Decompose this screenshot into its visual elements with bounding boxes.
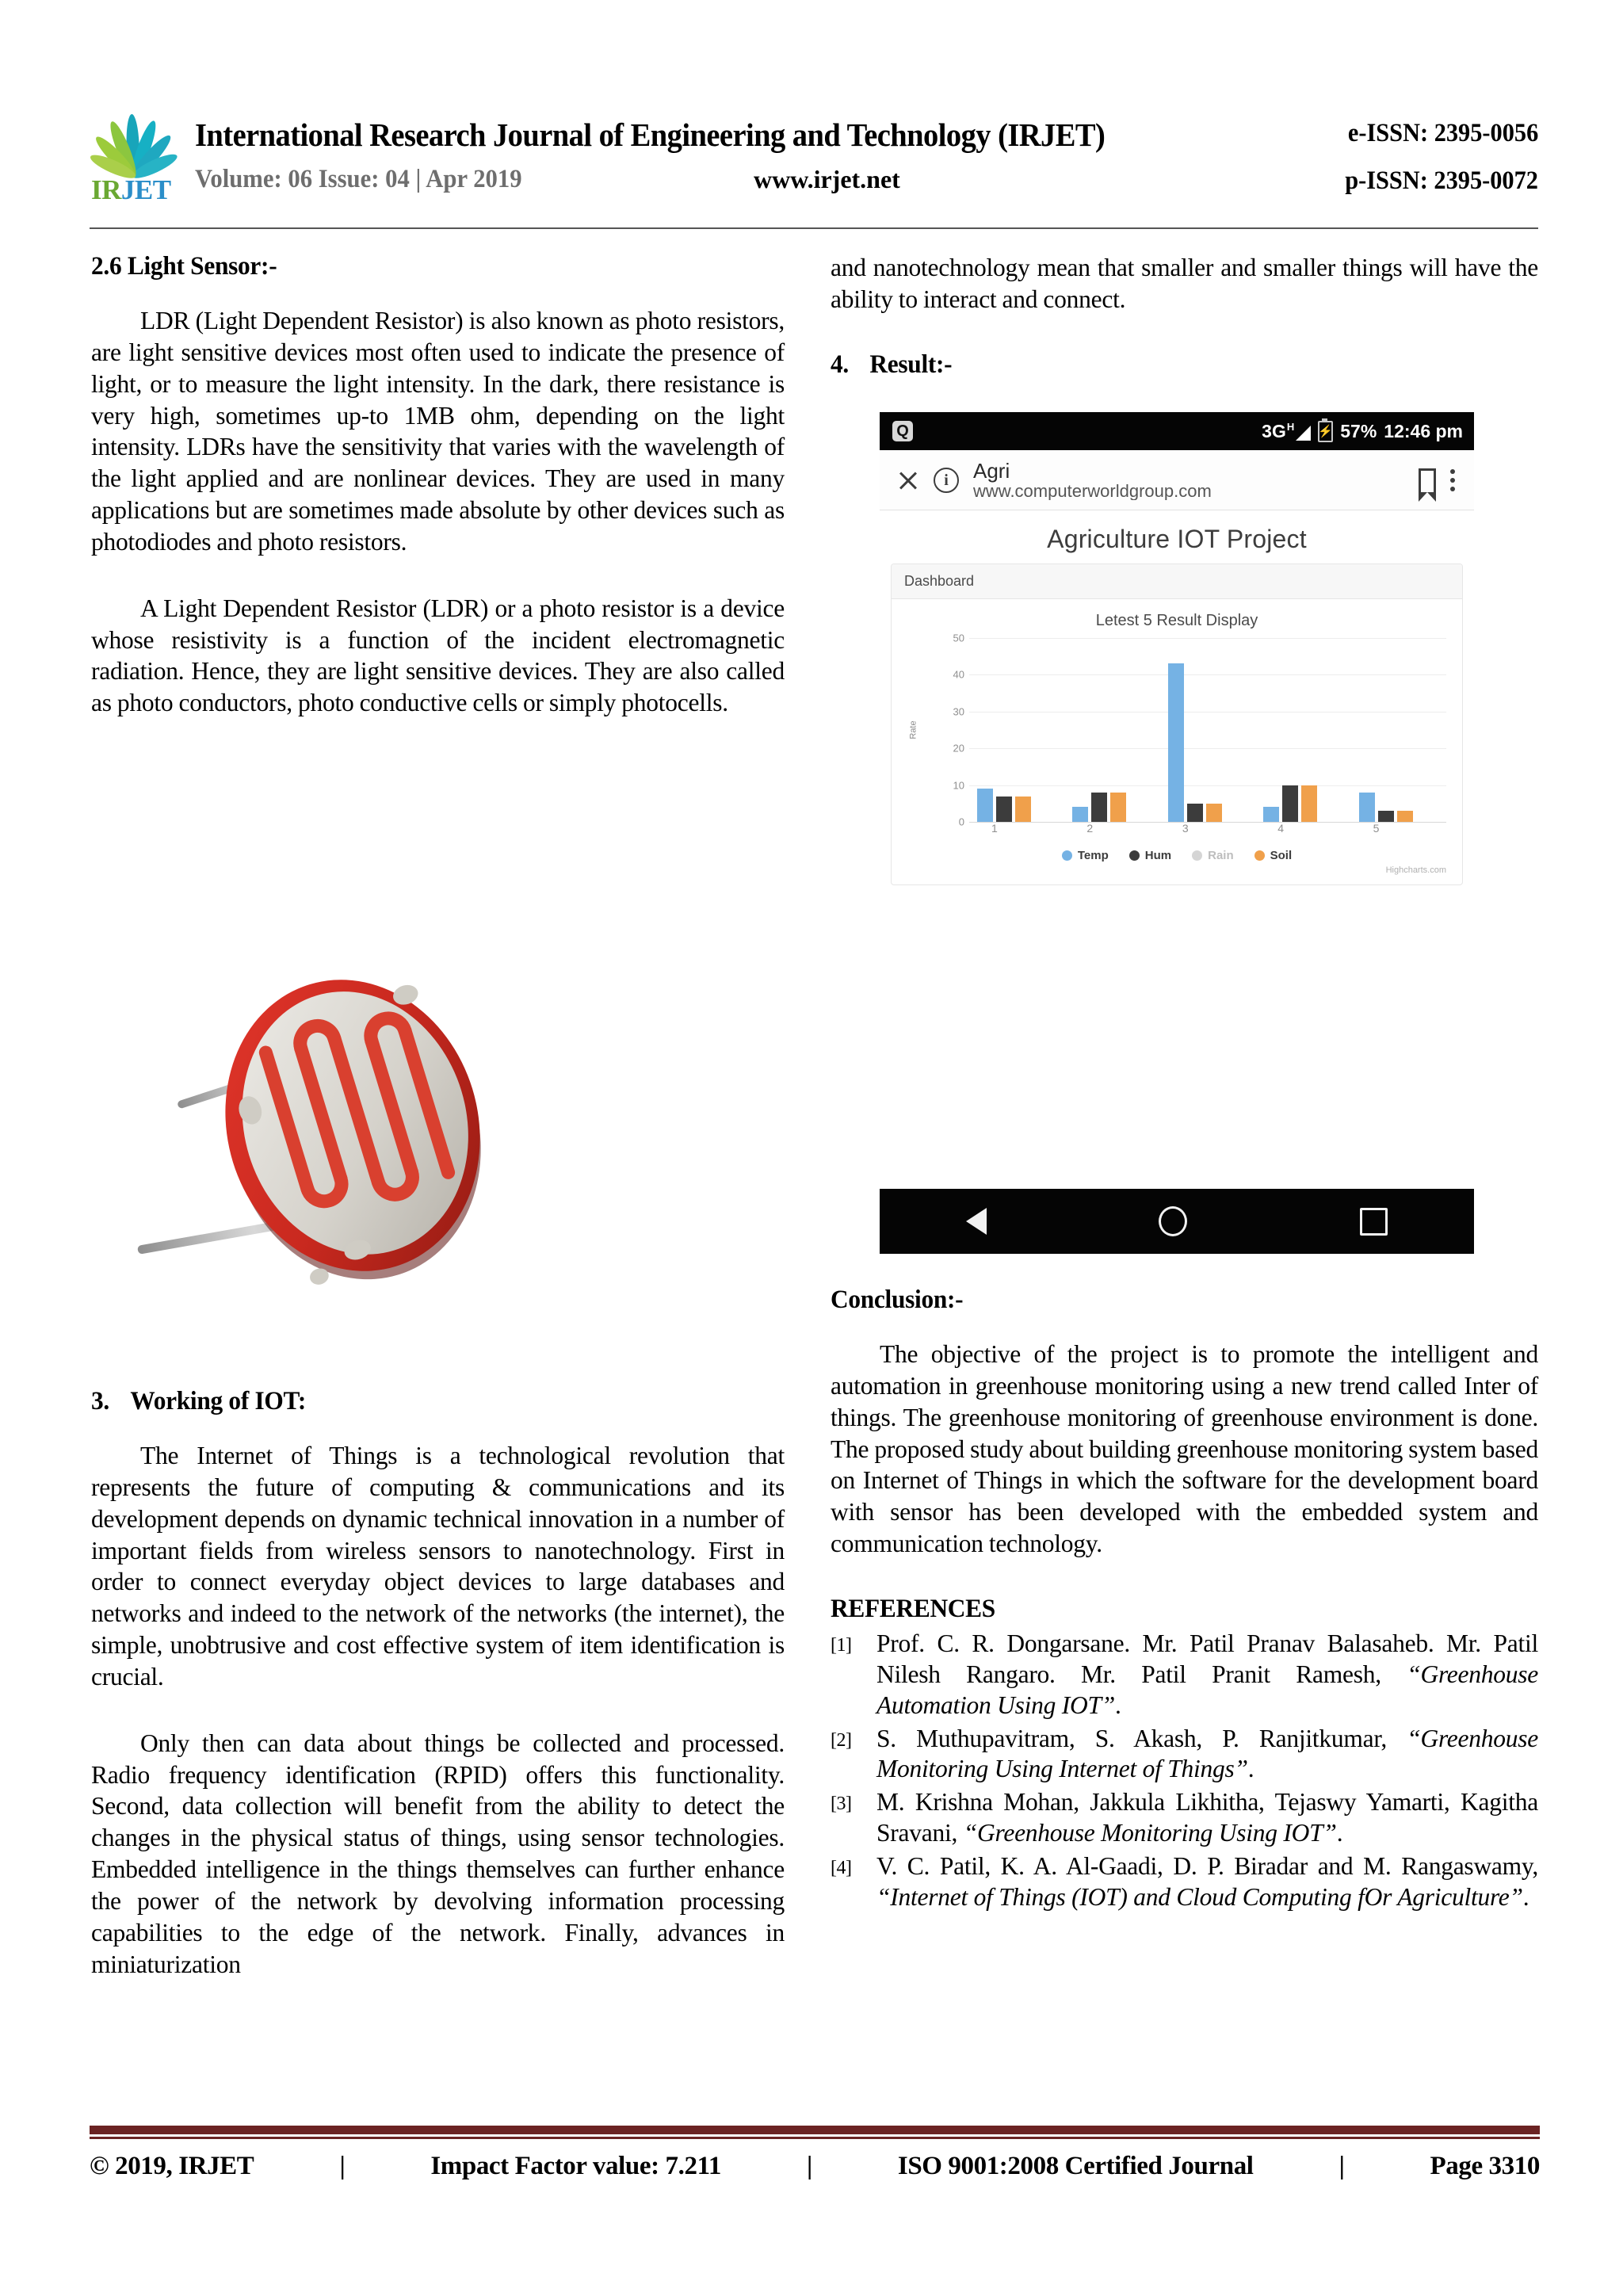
bar-group <box>1064 638 1159 822</box>
x-tick-label: 1 <box>991 822 998 835</box>
legend-label: Hum <box>1144 849 1172 862</box>
heading-conclusion: Conclusion:- <box>831 1286 964 1314</box>
y-tick-label: 40 <box>953 668 964 681</box>
footer-iso: ISO 9001:2008 Certified Journal <box>897 2152 1254 2180</box>
quick-app-icon: Q <box>892 421 913 441</box>
heading-result-label: Result:- <box>869 350 953 379</box>
reference-item <box>831 1629 1538 1721</box>
y-axis-label: Rate <box>908 720 918 739</box>
chart-plot-area <box>969 638 1446 822</box>
footer-page-number: Page 3310 <box>1430 2152 1540 2180</box>
reference-text: S. Muthupavitram, S. Akash, P. Ranjitkumar, “Greenhouse Monitoring Using Internet of Things”. <box>876 1724 1538 1783</box>
references-list <box>831 1629 1538 1913</box>
y-tick-label: 50 <box>953 632 964 644</box>
footer-impact-factor: Impact Factor value: 7.211 <box>430 2152 721 2180</box>
bar-group <box>969 638 1064 822</box>
heading-result-number: 4. <box>831 350 849 379</box>
reference-item <box>831 1787 1538 1849</box>
heading-result <box>831 350 1503 380</box>
chart-title: Letest 5 Result Display <box>1095 612 1258 629</box>
chart-legend <box>899 849 1454 862</box>
home-icon[interactable] <box>1159 1206 1187 1236</box>
bar-temp <box>1263 807 1279 822</box>
heading-working-number: 3. <box>91 1387 109 1415</box>
footer-sep-1: | <box>339 2152 346 2180</box>
bar-group <box>1351 638 1446 822</box>
legend-label: Soil <box>1270 849 1293 862</box>
android-status-bar <box>880 412 1474 450</box>
bar-hum <box>1378 811 1394 822</box>
legend-swatch <box>1254 850 1265 861</box>
browser-url-bar <box>880 450 1474 510</box>
right-column-top <box>831 252 1538 380</box>
web-page-content <box>880 510 1474 909</box>
bar-temp <box>1072 807 1088 822</box>
battery-icon <box>1318 421 1333 442</box>
page-name-label: Agri <box>973 458 1010 483</box>
url-block[interactable] <box>973 460 1404 501</box>
leaf-fan-icon <box>90 103 185 182</box>
y-tick-label: 0 <box>958 816 964 828</box>
bar-hum <box>1091 793 1107 822</box>
reference-number: [4] <box>831 1858 852 1879</box>
close-icon[interactable] <box>897 469 919 491</box>
charging-bolt-icon: ⚡ <box>1318 424 1334 438</box>
logo-jet-text: JET <box>120 174 171 205</box>
bar-soil <box>1301 785 1317 822</box>
legend-item-temp[interactable] <box>1062 849 1109 862</box>
journal-header <box>90 103 1538 222</box>
bar-chart <box>908 632 1446 835</box>
more-options-icon[interactable] <box>1450 469 1457 491</box>
bar-hum <box>996 797 1012 822</box>
x-axis-ticks <box>969 822 1446 835</box>
web-page-title: Agriculture IOT Project <box>1047 525 1307 553</box>
page-footer <box>90 2152 1540 2181</box>
reference-text: V. C. Patil, K. A. Al-Gaadi, D. P. Biradar and M. Rangaswamy, “Internet of Things (IOT) and Cloud Computing fOr Agriculture”. <box>876 1852 1538 1912</box>
irjet-wordmark <box>91 174 171 206</box>
network-hspa-label: H <box>1286 420 1295 433</box>
paragraph-ldr-1: LDR (Light Dependent Resistor) is also known as photo resistors, are light sensitive devices most often used to indicate the presence of light, or to measure the light intensity. In the dark, there resistance is very high, sometimes up-to 1MB ohm, depending on the light intensity. LDRs have the sensitivity that varies with the wavelength of the light applied and are nonlinear devices. They are used in many applications but are sometimes made absolute by other devices such as photodiodes and photo resistors. <box>91 307 785 556</box>
y-tick-label: 20 <box>953 742 964 755</box>
paragraph-continuation: and nanotechnology mean that smaller and smaller things will have the ability to interact and connect. <box>831 254 1538 313</box>
legend-label: Rain <box>1208 849 1234 862</box>
dashboard-card <box>891 563 1463 885</box>
bar-soil <box>1015 797 1031 822</box>
reference-number: [1] <box>831 1634 852 1656</box>
left-column-lower <box>91 1387 785 1981</box>
x-tick-label: 3 <box>1182 822 1189 835</box>
journal-title: International Research Journal of Engineering and Technology (IRJET) <box>195 117 1106 153</box>
clock-label: 12:46 pm <box>1384 420 1463 441</box>
paragraph-conclusion: The objective of the project is to promote the intelligent and automation in greenhouse monitoring using a new trend called Inter of things. The greenhouse monitoring of greenhouse environment is done. The proposed study about building greenhouse monitoring system based on Internet of Things in which the software for the development board with sensor has been developed with the embedded system and communication technology. <box>831 1340 1538 1558</box>
bar-soil <box>1206 804 1222 822</box>
legend-item-rain[interactable] <box>1192 849 1234 862</box>
x-tick-label: 2 <box>1086 822 1094 835</box>
network-3g-indicator <box>1262 421 1311 442</box>
reference-text: M. Krishna Mohan, Jakkula Likhitha, Tejaswy Yamarti, Kagitha Sravani, “Greenhouse Monitoring Using IOT”. <box>876 1788 1538 1847</box>
bar-group <box>1160 638 1255 822</box>
heading-references: REFERENCES <box>831 1594 995 1623</box>
paragraph-iot-2: Only then can data about things be collected and processed. Radio frequency identification (RPID) offers this functionality. Second, data collection will benefit from the ability to detect the changes in the physical status of things, using sensor technologies. Embedded intelligence in the things themselves can further enhance the power of the network by devolving information processing capabilities to the edge of the network. Finally, advances in miniaturization <box>91 1729 785 1978</box>
ldr-photoresistor-image <box>91 888 785 1379</box>
battery-percent-label: 57% <box>1340 420 1377 441</box>
legend-swatch <box>1062 850 1072 861</box>
volume-issue: Volume: 06 Issue: 04 | Apr 2019 <box>195 165 522 193</box>
bar-soil <box>1110 793 1126 822</box>
heading-working-of-iot <box>91 1387 750 1416</box>
bar-hum <box>1187 804 1203 822</box>
header-divider <box>90 227 1538 229</box>
chart-credit-label: Highcharts.com <box>1385 865 1446 875</box>
footer-sep-2: | <box>806 2152 812 2180</box>
irjet-logo <box>90 103 185 206</box>
reference-item <box>831 1724 1538 1786</box>
reference-text: Prof. C. R. Dongarsane. Mr. Patil Pranav Balasaheb. Mr. Patil Nilesh Rangaro. Mr. Patil Pranit Ramesh, “Greenhouse Automation Using IOT”. <box>876 1629 1538 1719</box>
x-tick-label: 4 <box>1277 822 1285 835</box>
bar-temp <box>1168 663 1184 822</box>
ldr-photo-figure <box>91 888 785 1379</box>
journal-website: www.irjet.net <box>754 165 900 193</box>
dashboard-card-header: Dashboard <box>892 564 1462 599</box>
logo-ir-text: IR <box>91 174 121 205</box>
reference-number: [3] <box>831 1794 852 1815</box>
status-bar-right <box>1262 412 1463 450</box>
right-column-bottom <box>831 1286 1538 1916</box>
left-column <box>91 252 785 719</box>
bar-soil <box>1397 811 1413 822</box>
footer-copyright: © 2019, IRJET <box>90 2152 254 2180</box>
bar-temp <box>977 789 993 822</box>
paragraph-ldr-2: A Light Dependent Resistor (LDR) or a photo resistor is a device whose resistivity is a function of the incident electromagnetic radiation. Hence, they are light sensitive devices. They are also called as photo conductors, photo conductive cells or simply photocells. <box>91 594 785 717</box>
signal-strength-icon <box>1296 426 1311 441</box>
y-tick-label: 10 <box>953 779 964 792</box>
bar-temp <box>1359 793 1375 822</box>
legend-item-soil[interactable] <box>1254 849 1293 862</box>
reference-item <box>831 1851 1538 1913</box>
footer-divider <box>90 2126 1540 2139</box>
phone-screenshot <box>880 412 1474 909</box>
e-issn: e-ISSN: 2395-0056 <box>1347 119 1538 147</box>
p-issn: p-ISSN: 2395-0072 <box>1345 166 1538 195</box>
dashboard-card-body <box>892 599 1462 884</box>
bar-hum <box>1282 785 1298 822</box>
page-host-label: www.computerworldgroup.com <box>973 481 1212 501</box>
legend-swatch <box>1192 850 1202 861</box>
heading-working-label: Working of IOT: <box>130 1387 307 1415</box>
y-tick-label: 30 <box>953 705 964 718</box>
bar-group <box>1255 638 1350 822</box>
recent-apps-icon[interactable] <box>1360 1208 1388 1236</box>
network-type-label: 3G <box>1262 420 1286 441</box>
back-icon[interactable] <box>966 1208 987 1235</box>
reference-number: [2] <box>831 1729 852 1751</box>
legend-item-hum[interactable] <box>1129 849 1171 862</box>
paragraph-iot-1: The Internet of Things is a technological revolution that represents the future of computing & communications and its development depends on dynamic technical innovation in a number of important fields from wireless sensors to nanotechnology. First in order to connect everyday object devices to large databases and networks and indeed to the network of the networks (the internet), the simple, unobtrusive and cost effective system of item identification is crucial. <box>91 1442 785 1690</box>
legend-swatch <box>1129 850 1140 861</box>
x-tick-label: 5 <box>1373 822 1380 835</box>
footer-sep-3: | <box>1338 2152 1345 2180</box>
info-icon[interactable]: i <box>934 468 959 493</box>
bookmark-icon[interactable] <box>1419 468 1436 492</box>
legend-label: Temp <box>1077 849 1109 862</box>
android-navigation-bar <box>880 1189 1474 1254</box>
heading-light-sensor: 2.6 Light Sensor:- <box>91 252 277 281</box>
